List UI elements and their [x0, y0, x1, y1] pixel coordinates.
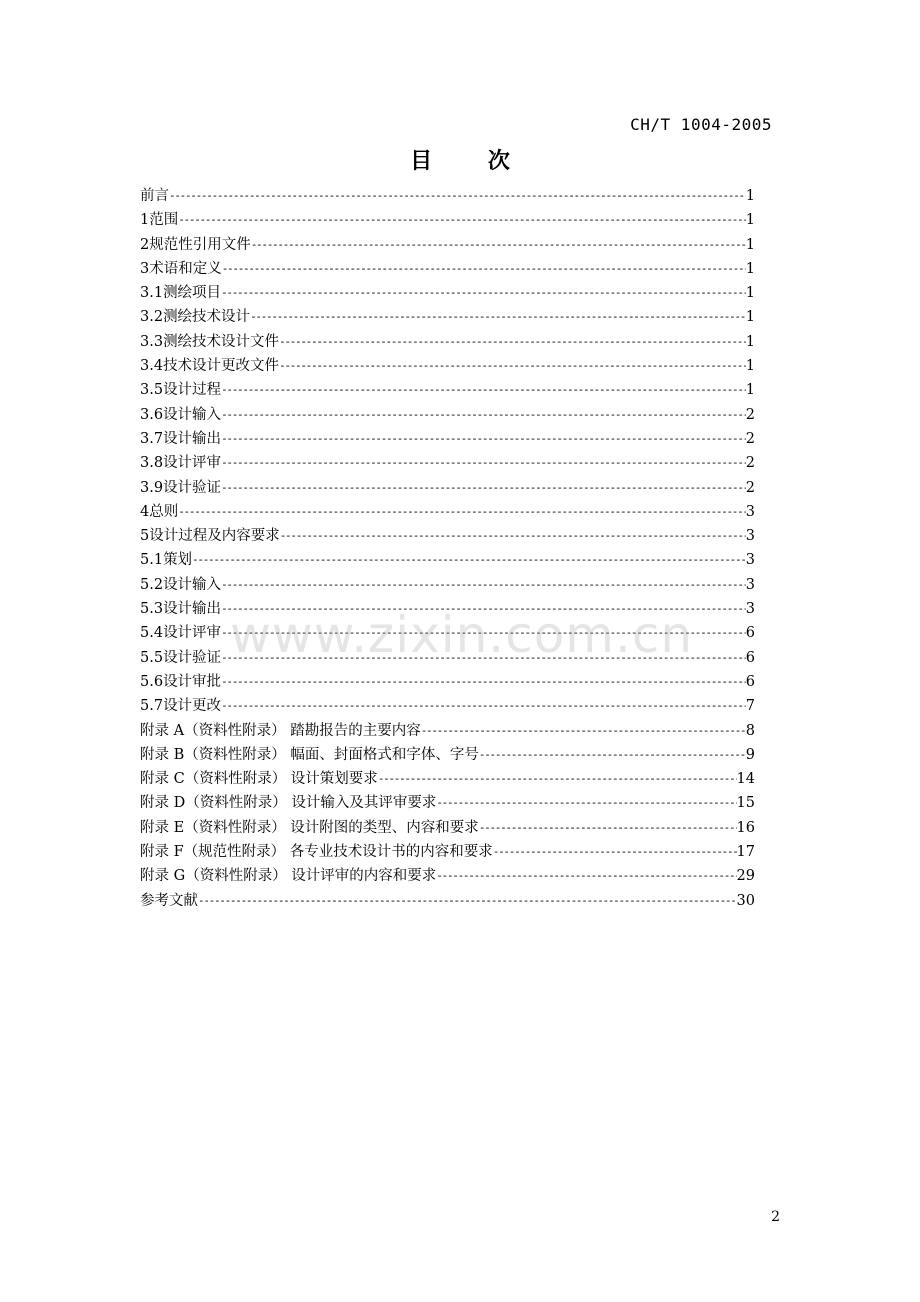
toc-entry[interactable] — [140, 573, 755, 597]
toc-entry-label: 设计输出 — [163, 601, 222, 618]
toc-entry[interactable] — [140, 208, 755, 232]
toc-entry-number: 1 — [140, 212, 150, 229]
toc-entry[interactable] — [140, 281, 755, 305]
toc-entry-label: 设计输出 — [163, 430, 222, 447]
toc-entry[interactable] — [140, 840, 755, 864]
toc-entry-number: 5.6 — [140, 673, 164, 690]
toc-entry-label: 范围 — [149, 212, 179, 229]
toc-entry[interactable] — [140, 257, 755, 281]
toc-entry-label: 附录 E（资料性附录） 设计附图的类型、内容和要求 — [140, 819, 479, 836]
toc-entry[interactable] — [140, 816, 755, 840]
toc-entry-label: 测绘技术设计 — [163, 309, 251, 326]
toc-entry-label: 附录 C（资料性附录） 设计策划要求 — [140, 771, 378, 788]
toc-entry-label: 设计输入 — [163, 576, 222, 593]
toc-dot-leader — [280, 524, 746, 548]
toc-entry[interactable] — [140, 305, 755, 329]
toc-entry[interactable] — [140, 451, 755, 475]
toc-entry-page: 1 — [745, 260, 755, 277]
toc-entry-page: 6 — [745, 649, 755, 666]
toc-entry[interactable] — [140, 524, 755, 548]
toc-entry-label: 附录 B（资料性附录） 幅面、封面格式和字体、字号 — [140, 746, 479, 763]
toc-entry-label: 总则 — [149, 503, 179, 520]
toc-entry-label: 策划 — [163, 552, 193, 569]
toc-entry[interactable] — [140, 548, 755, 572]
toc-entry-number: 2 — [140, 236, 150, 253]
toc-dot-leader — [421, 719, 746, 743]
standard-code: CH/T 1004-2005 — [630, 115, 772, 134]
toc-entry-number: 5 — [140, 528, 150, 545]
toc-dot-leader — [221, 451, 746, 475]
toc-entry[interactable] — [140, 646, 755, 670]
toc-entry-number: 3.4 — [140, 358, 164, 375]
toc-entry-number: 3.3 — [140, 333, 164, 350]
toc-entry[interactable] — [140, 670, 755, 694]
toc-entry-label: 设计过程 — [163, 382, 222, 399]
toc-entry-page: 3 — [745, 576, 755, 593]
toc-title: 目 次 — [410, 148, 534, 174]
toc-entry-page: 1 — [745, 333, 755, 350]
toc-dot-leader — [169, 184, 746, 208]
toc-dot-leader — [221, 597, 746, 621]
toc-entry-page: 1 — [745, 309, 755, 326]
toc-entry-number: 3.1 — [140, 285, 164, 302]
toc-entry-label: 设计输入 — [163, 406, 222, 423]
toc-entry-number: 3.7 — [140, 430, 164, 447]
toc-entry-label: 技术设计更改文件 — [163, 358, 280, 375]
toc-entry-page: 30 — [736, 892, 755, 909]
toc-dot-leader — [279, 354, 746, 378]
toc-dot-leader — [178, 208, 746, 232]
toc-entry-page: 2 — [745, 406, 755, 423]
toc-entry-label: 附录 G（资料性附录） 设计评审的内容和要求 — [140, 868, 437, 885]
toc-entry-page: 17 — [736, 844, 755, 861]
toc-entry-label: 设计评审 — [163, 455, 222, 472]
toc-dot-leader — [221, 476, 746, 500]
toc-dot-leader — [221, 403, 746, 427]
toc-entry-number: 5.5 — [140, 649, 164, 666]
toc-dot-leader — [198, 889, 737, 913]
toc-entry-label: 前言 — [140, 188, 169, 204]
toc-entry-page: 8 — [745, 722, 755, 739]
toc-entry-number: 3.9 — [140, 479, 164, 496]
toc-entry-page: 9 — [745, 746, 755, 763]
toc-dot-leader — [251, 233, 746, 257]
page-number: 2 — [771, 1209, 780, 1225]
toc-dot-leader — [221, 694, 746, 718]
toc-entry-label: 设计验证 — [163, 649, 222, 666]
toc-entry-page: 1 — [745, 236, 755, 253]
toc-entry-page: 6 — [745, 625, 755, 642]
toc-entry-number: 3.2 — [140, 309, 164, 326]
toc-entry-page: 1 — [745, 382, 755, 399]
toc-entry[interactable] — [140, 743, 755, 767]
toc-entry-label: 附录 D（资料性附录） 设计输入及其评审要求 — [140, 795, 437, 812]
toc-dot-leader — [436, 864, 736, 888]
toc-dot-leader — [222, 257, 746, 281]
toc-entry-page: 2 — [745, 430, 755, 447]
toc-entry[interactable] — [140, 791, 755, 815]
toc-dot-leader — [493, 840, 737, 864]
toc-dot-leader — [221, 573, 746, 597]
toc-entry-page: 3 — [745, 552, 755, 569]
toc-dot-leader — [221, 378, 746, 402]
toc-entry[interactable] — [140, 330, 755, 354]
toc-entry[interactable] — [140, 427, 755, 451]
toc-entry[interactable] — [140, 694, 755, 718]
table-of-contents — [140, 184, 755, 913]
toc-entry-page: 2 — [745, 455, 755, 472]
toc-entry[interactable] — [140, 403, 755, 427]
toc-entry[interactable] — [140, 184, 755, 208]
toc-entry[interactable] — [140, 354, 755, 378]
toc-entry-label: 附录 F（规范性附录） 各专业技术设计书的内容和要求 — [140, 844, 493, 861]
toc-dot-leader — [250, 305, 746, 329]
toc-entry[interactable] — [140, 719, 755, 743]
toc-entry-label: 测绘技术设计文件 — [163, 333, 280, 350]
toc-entry-page: 16 — [736, 819, 755, 836]
toc-entry-page: 15 — [736, 795, 755, 812]
toc-dot-leader — [436, 791, 736, 815]
toc-entry[interactable] — [140, 597, 755, 621]
toc-entry-number: 3.8 — [140, 455, 164, 472]
toc-entry-label: 测绘项目 — [163, 285, 222, 302]
toc-entry-page: 14 — [736, 771, 755, 788]
toc-entry[interactable] — [140, 864, 755, 888]
toc-dot-leader — [378, 767, 737, 791]
toc-entry-label: 设计评审 — [163, 625, 222, 642]
toc-dot-leader — [221, 621, 746, 645]
toc-entry[interactable] — [140, 233, 755, 257]
toc-entry-page: 2 — [745, 479, 755, 496]
toc-entry-label: 参考文献 — [140, 892, 198, 909]
toc-entry[interactable] — [140, 621, 755, 645]
toc-dot-leader — [479, 743, 746, 767]
toc-dot-leader — [221, 427, 746, 451]
toc-entry-number: 3.6 — [140, 406, 164, 423]
toc-dot-leader — [221, 281, 746, 305]
toc-dot-leader — [178, 500, 746, 524]
toc-entry-label: 设计过程及内容要求 — [149, 528, 280, 545]
toc-entry-page: 3 — [745, 601, 755, 618]
toc-dot-leader — [221, 670, 746, 694]
toc-entry-page: 3 — [745, 503, 755, 520]
toc-entry[interactable] — [140, 500, 755, 524]
toc-entry-page: 1 — [745, 212, 755, 229]
toc-dot-leader — [479, 816, 737, 840]
toc-entry[interactable] — [140, 476, 755, 500]
toc-entry-page: 1 — [745, 285, 755, 302]
toc-entry-label: 规范性引用文件 — [149, 236, 251, 253]
toc-entry-number: 3 — [140, 260, 150, 277]
toc-entry-page: 1 — [745, 188, 755, 204]
toc-entry-page: 29 — [736, 868, 755, 885]
toc-entry-label: 设计验证 — [163, 479, 222, 496]
toc-entry[interactable] — [140, 378, 755, 402]
toc-entry-page: 1 — [745, 358, 755, 375]
toc-entry-label: 设计审批 — [163, 673, 222, 690]
toc-entry-page: 3 — [745, 528, 755, 545]
watermark: www.zixin.com.cn — [230, 606, 694, 664]
toc-entry-number: 5.2 — [140, 576, 164, 593]
toc-dot-leader — [221, 646, 746, 670]
toc-entry-number: 5.4 — [140, 625, 164, 642]
toc-entry[interactable] — [140, 889, 755, 913]
toc-entry[interactable] — [140, 767, 755, 791]
toc-entry-number: 3.5 — [140, 382, 164, 399]
toc-entry-number: 4 — [140, 503, 150, 520]
toc-entry-label: 附录 A（资料性附录） 踏勘报告的主要内容 — [140, 722, 421, 739]
toc-entry-number: 5.1 — [140, 552, 164, 569]
toc-entry-page: 7 — [745, 698, 755, 715]
toc-dot-leader — [192, 548, 746, 572]
toc-dot-leader — [279, 330, 746, 354]
toc-entry-page: 6 — [745, 673, 755, 690]
toc-entry-label: 术语和定义 — [149, 260, 222, 277]
toc-entry-number: 5.3 — [140, 601, 164, 618]
toc-entry-label: 设计更改 — [163, 698, 222, 715]
toc-entry-number: 5.7 — [140, 698, 164, 715]
